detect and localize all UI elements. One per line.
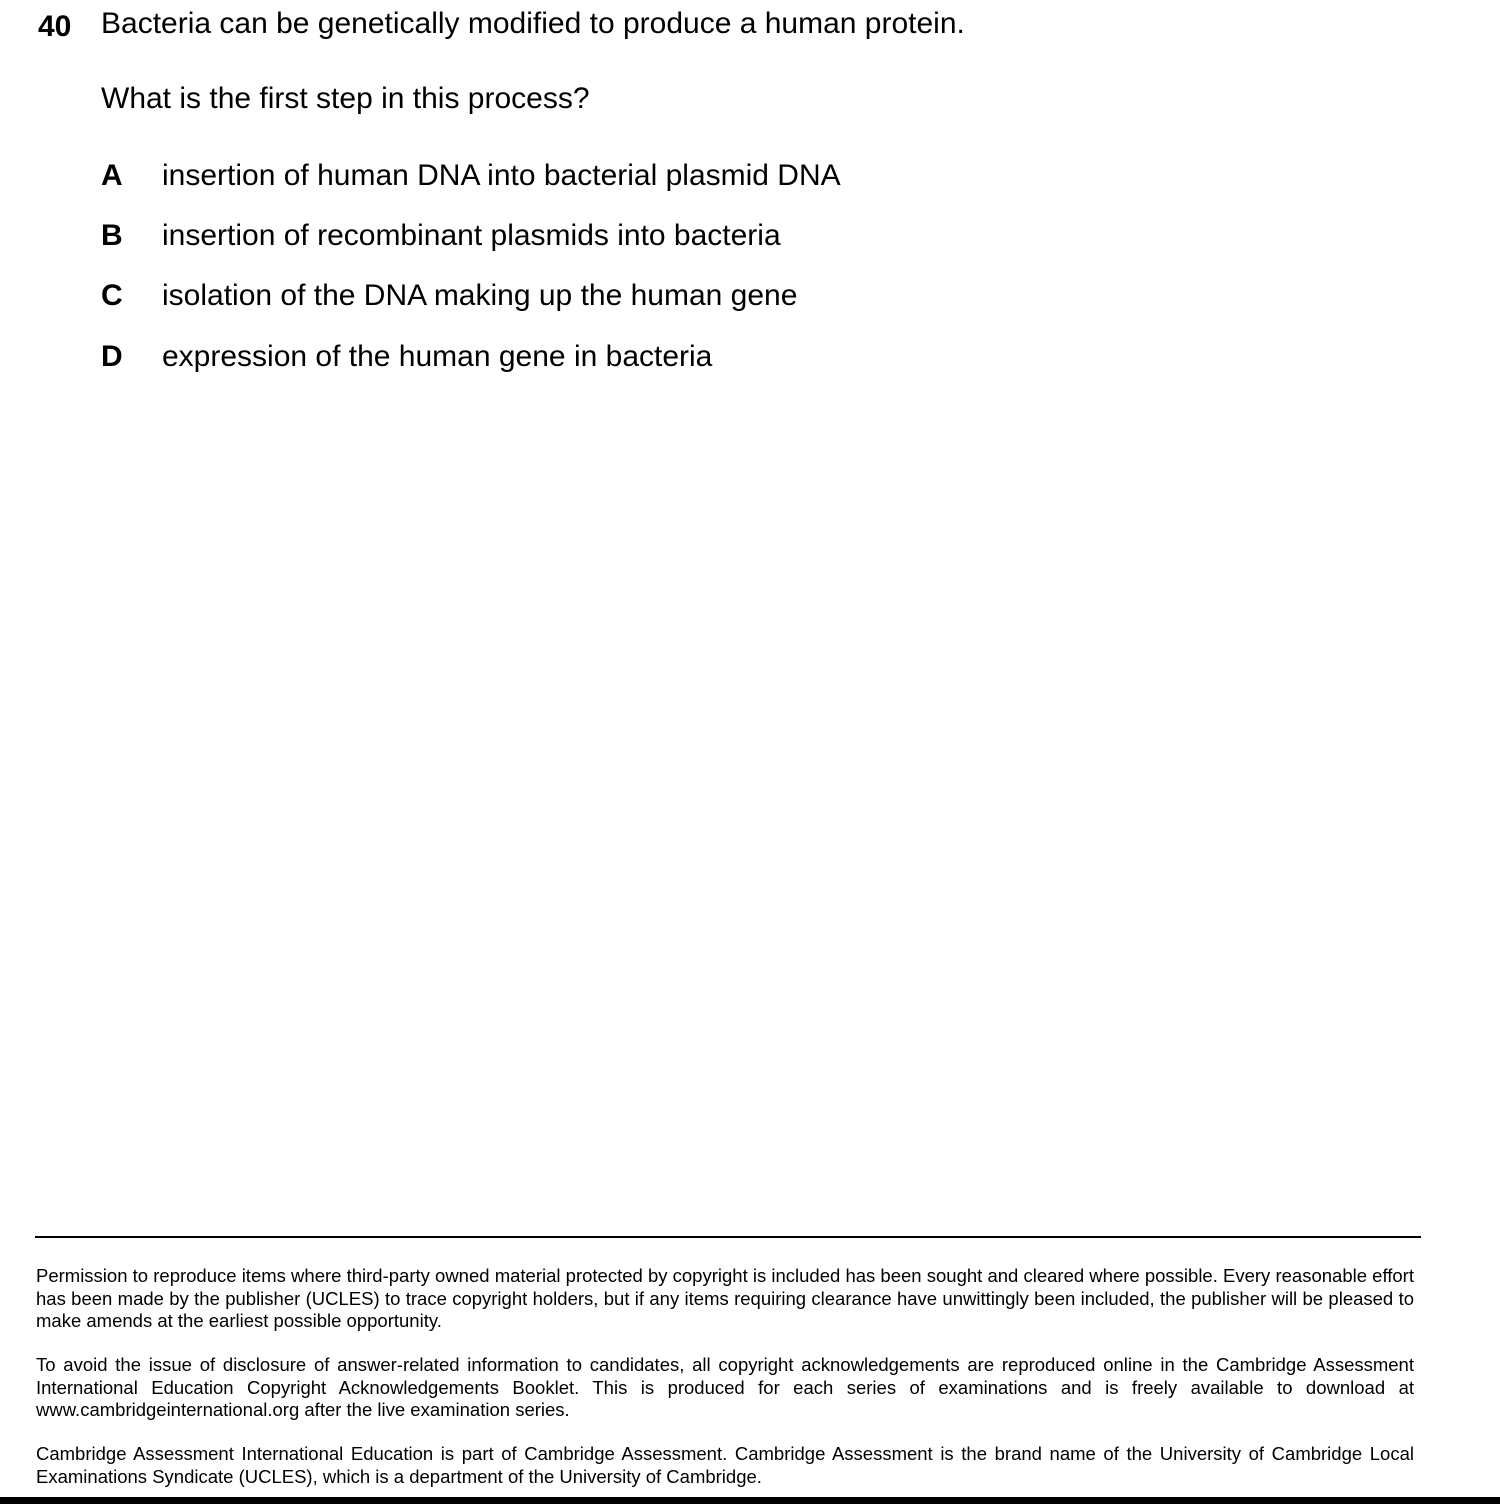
option-letter-d: D xyxy=(101,340,123,373)
option-text-d: expression of the human gene in bacteria xyxy=(162,340,713,373)
option-letter-b: B xyxy=(101,219,123,252)
question-number: 40 xyxy=(38,10,72,43)
option-text-c: isolation of the DNA making up the human gene xyxy=(162,279,798,312)
footer-permission-notice: Permission to reproduce items where third-party owned material protected by copyright is included has been sought and cleared where possible. Every reasonable effort has been made by the publisher (UCLES) to trace copyright holders, but if any items requiring clearance have unwittingly been included, the publisher will be pleased to make amends at the earliest possible opportunity. xyxy=(36,1265,1414,1331)
footer-divider xyxy=(35,1236,1421,1238)
option-text-a: insertion of human DNA into bacterial plasmid DNA xyxy=(162,159,841,192)
footer-about-notice: Cambridge Assessment International Education is part of Cambridge Assessment. Cambridge Assessment is the brand name of the University of Cambridge Local Examinations Syndicate (UCLES), which is a department of the University of Cambridge. xyxy=(36,1443,1414,1487)
option-letter-a: A xyxy=(101,159,123,192)
question-prompt: What is the first step in this process? xyxy=(101,82,590,115)
page-bottom-border xyxy=(0,1497,1500,1504)
question-stem: Bacteria can be genetically modified to produce a human protein. xyxy=(101,7,965,40)
option-text-b: insertion of recombinant plasmids into bacteria xyxy=(162,219,781,252)
option-letter-c: C xyxy=(101,279,123,312)
footer-disclosure-notice: To avoid the issue of disclosure of answer-related information to candidates, all copyright acknowledgements are reproduced online in the Cambridge Assessment International Education Copyright Acknowledgements Booklet. This is produced for each series of examinations and is freely available to download at www.cambridgeinternational.org after the live examination series. xyxy=(36,1354,1414,1420)
